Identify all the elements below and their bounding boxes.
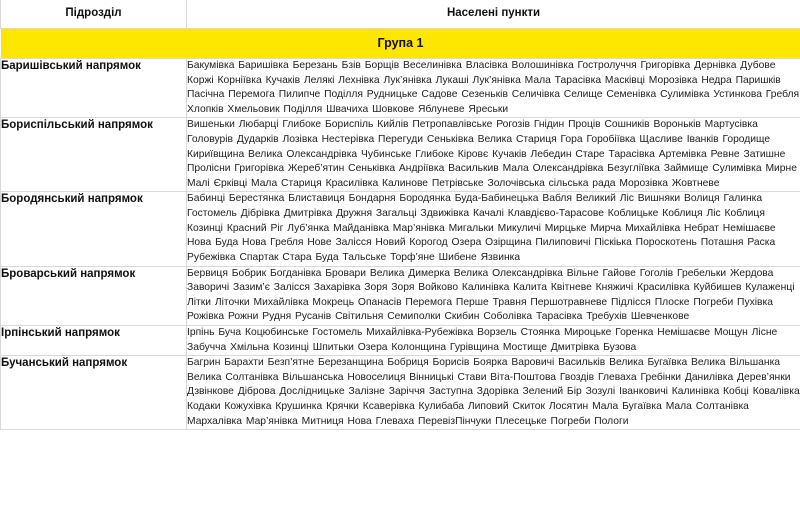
settlements-list: Бервиця Бобрик Богданівка Бровари Велика Димерка Велика Олександрівка Вільне Гайове Гоголів Гребельки Жердова Заворичі Зазим’є Залісся Захарівка Зоря Зоря Войково Калинівка Калита Квітневе Княжичі Красилівка Куйбишев Кулаженці Літки Літочки Михайлівка Мокрець Опанасів Перемога Перше Травня Першотравневе Підлісся Плоске Погреби Пухівка Рожівка Рожни Рудня Русанів Світильня Семиполки Скибин Соболівка Тарасівка Требухів Шевченкове [187,266,800,325]
table-row [1,266,800,325]
table-row [1,325,800,355]
subdivision-name: Ірпінський напрямок [1,325,187,355]
subdivision-name: Баришівський напрямок [1,59,187,118]
column-header-settlements: Населені пункти [187,0,800,29]
settlements-list: Бакумівка Баришівка Березань Бзів Борщів Веселинівка Власівка Волошинівка Гостролуччя Григорівка Дернівка Дубове Коржі Корніївка Кучаків Лелякі Лехнівка Лук’янівка Лукаші Лук’янівка Мала Тарасівка Масківці Морозівка Недра Паришків Пасічна Перемога Пилипче Поділля Рудницьке Садове Сезеньків Селичівка Селище Семенівка Сулимівка Устинкова Гребля Хлопків Хмельовик Поділля Швачиха Шовкове Яблуневе Яреськи [187,59,800,118]
settlements-list: Ірпінь Буча Коцюбинське Гостомель Михайлівка-Рубежівка Ворзель Стоянка Мироцьке Горенка Немішаєве Мощун Лісне Забучча Хмільна Козинці Шпитьки Озера Колонщина Гурівщина Мостище Дмитрівка Бузова [187,325,800,355]
group-header-row [1,29,800,59]
table-row [1,59,800,118]
table-row [1,118,800,192]
settlements-list: Вишеньки Любарці Глибоке Бориспіль Кийлів Петропавлівське Рогозів Гнідин Проців Сошників Вороньків Мартусівка Головурів Дударків Лозівка Нестерівка Перегуди Сеньківка Велика Стариця Гора Горобіївка Щасливе Іванків Городище Кириївщина Велика Олександрівка Чубинське Глибоке Кіровє Кучаків Лебедин Старе Тарасівка Артемівка Ревне Затишне Пролісни Григорівка Жереб’ятин Сеньківка Андріївка Василькив Мала Олександрівка Безугліївка Займище Сулимівка Мирне Малі Єрківці Мала Стариця Красилівка Калинове Петрівське Золочівська сільська рада Морозівка Жовтневе [187,118,800,192]
subdivision-name: Броварський напрямок [1,266,187,325]
table-header-row [1,0,800,29]
table-row [1,192,800,266]
table-row [1,356,800,430]
settlements-list: Бабинці Берестянка Блиставиця Бондарня Бородянка Буда-Бабинецька Вабля Великий Ліс Вишняки Волиця Галинка Гостомель Дібрівка Дмитрівка Дружня Загальці Здвижівка Качалі Клавдієво-Тарасове Коблицьке Коблиця Ліс Коблиця Козинці Красний Ріг Луб’янка Майданівка Мар’янівка Мигальки Микуличі Мирцьке Мирча Михайлівка Небрат Немішаєве Нова Буда Нова Гребля Нове Залісся Новий Корогод Озера Озірщина Пилиповичі Піскіька Пороскотень Поташня Раска Рубежівка Спартак Стара Буда Тальське Торф’яне Шибене Язвинка [187,192,800,266]
column-header-subdivision: Підрозділ [1,0,187,29]
subdivision-name: Бучанський напрямок [1,356,187,430]
group-label: Група 1 [1,29,800,59]
settlements-list: Багрин Барахти Безп’ятне Березанщина Бобриця Борисів Боярка Варовичі Васильків Велика Бугаївка Велика Вільшанка Велика Солтанівка Вільшанська Новоселиця Вінницькі Стави Віта-Поштова Гвоздів Глевахa Гребінки Данилівка Дерев’янки Дзвінкове Діброва Дослідницьке Залізне Заріччя Заступна Здорівка Зелений Бір Зозулі Іванковичі Калинівка Кобці Ковалівка Кодаки Кожухівка Крушинка Крячки Ксаверівка Кулибаба Липовий Скиток Лосятин Мала Бугаївка Мала Солтанівка Мархалівка Мар’янівка Митниця Нова Глеваха ПеревізПінчуки Плесецьке Погреби Пологи [187,356,800,430]
subdivision-name: Бориспільський напрямок [1,118,187,192]
subdivision-name: Бородянський напрямок [1,192,187,266]
